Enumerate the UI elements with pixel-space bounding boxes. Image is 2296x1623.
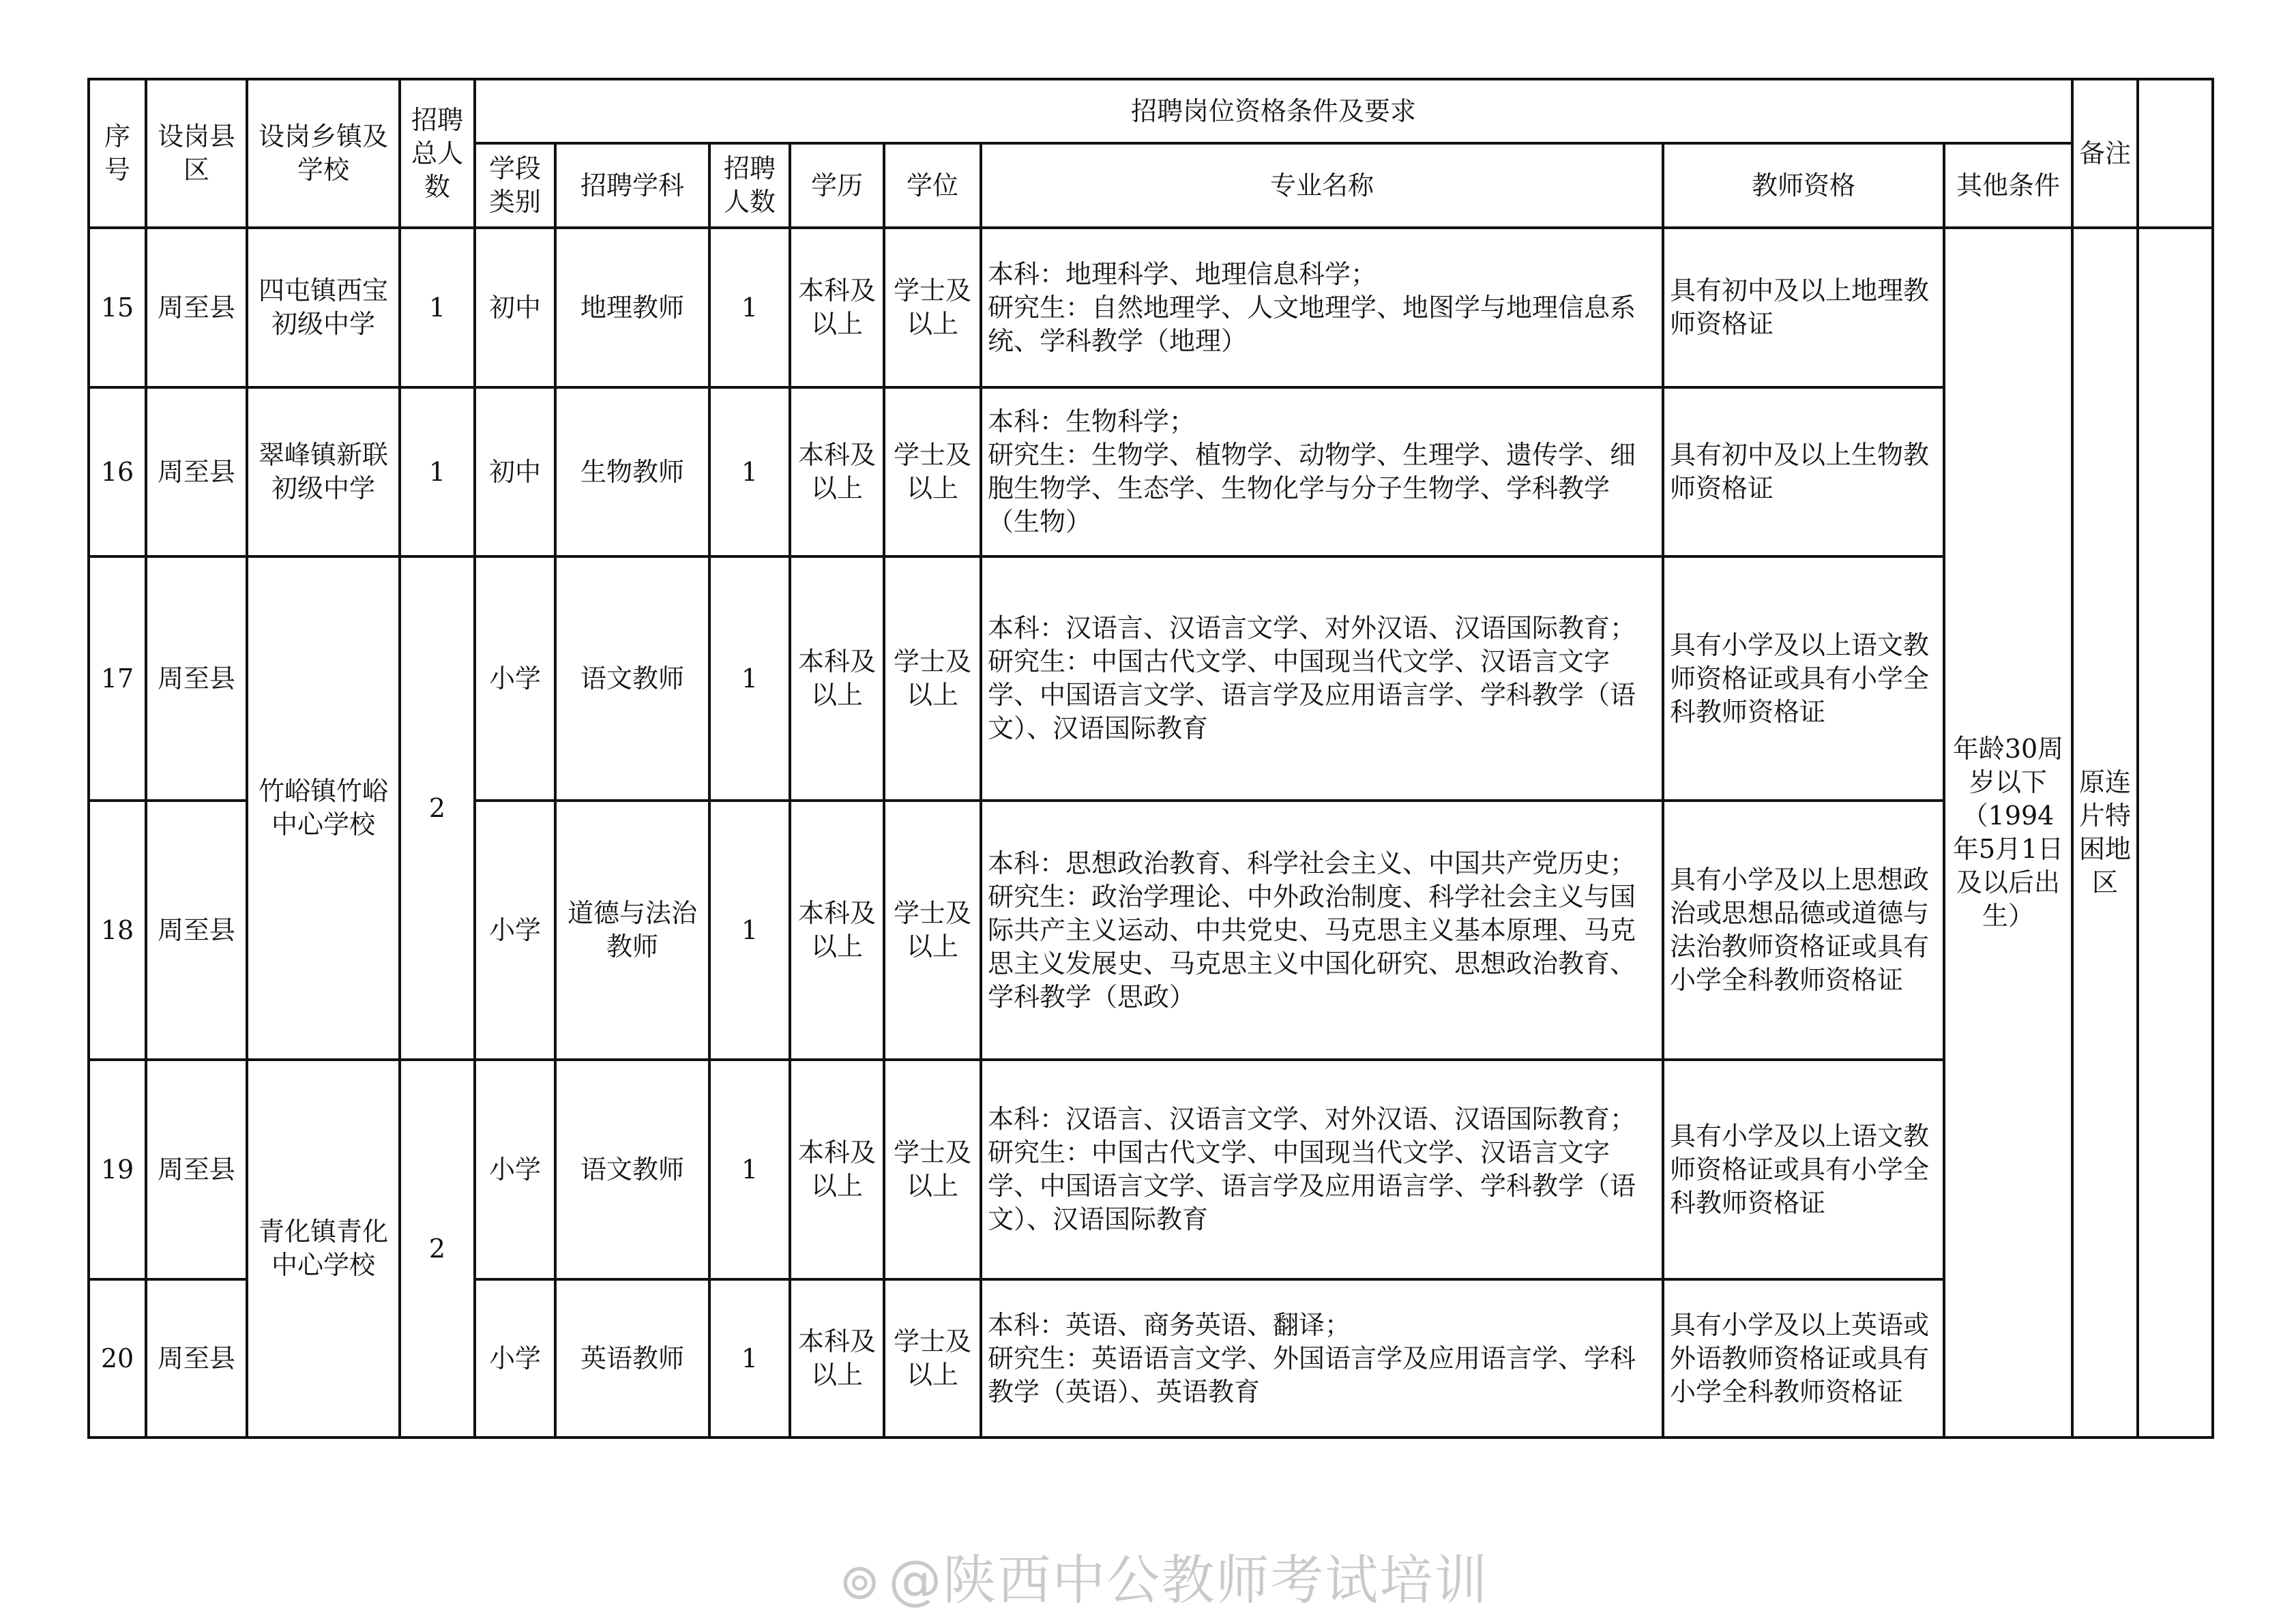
cell-degree: 学士及以上 — [884, 1060, 981, 1279]
header-remark: 备注 — [2072, 79, 2138, 228]
cell-school: 翠峰镇新联初级中学 — [247, 387, 400, 556]
cell-subject: 语文教师 — [555, 1060, 709, 1279]
cell-seq: 19 — [89, 1060, 146, 1279]
cell-county: 周至县 — [146, 556, 247, 801]
cell-subject: 地理教师 — [555, 228, 709, 387]
cell-qualification: 具有小学及以上思想政治或思想品德或道德与法治教师资格证或具有小学全科教师资格证 — [1663, 801, 1944, 1060]
cell-education: 本科及以上 — [790, 556, 884, 801]
cell-major: 本科：生物科学； 研究生：生物学、植物学、动物学、生理学、遗传学、细胞生物学、生态学、生物化学与分子生物学、学科教学（生物） — [981, 387, 1663, 556]
cell-major: 本科：思想政治教育、科学社会主义、中国共产党历史； 研究生：政治学理论、中外政治制度、科学社会主义与国际共产主义运动、中共党史、马克思主义基本原理、马克思主义发展史、马克思主义中国化研究、思想政治教育、学科教学（思政） — [981, 801, 1663, 1060]
cell-seq: 20 — [89, 1279, 146, 1438]
cell-seq: 15 — [89, 228, 146, 387]
header-subject: 招聘学科 — [555, 143, 709, 228]
cell-degree: 学士及以上 — [884, 228, 981, 387]
cell-count: 1 — [709, 387, 790, 556]
cell-remark: 原连片特困地区 — [2072, 228, 2138, 1438]
cell-seq: 17 — [89, 556, 146, 801]
cell-count: 1 — [709, 228, 790, 387]
header-requirements: 招聘岗位资格条件及要求 — [475, 79, 2072, 143]
watermark — [839, 1538, 1488, 1614]
header-total: 招聘总人数 — [400, 79, 475, 228]
cell-qualification: 具有初中及以上生物教师资格证 — [1663, 387, 1944, 556]
cell-school: 四屯镇西宝初级中学 — [247, 228, 400, 387]
cell-stage: 初中 — [475, 387, 555, 556]
cell-major: 本科：英语、商务英语、翻译； 研究生：英语语言文学、外国语言学及应用语言学、学科教学（英语）、英语教育 — [981, 1279, 1663, 1438]
cell-county: 周至县 — [146, 801, 247, 1060]
cell-subject: 生物教师 — [555, 387, 709, 556]
header-major: 专业名称 — [981, 143, 1663, 228]
cell-total: 1 — [400, 387, 475, 556]
cell-total: 2 — [400, 556, 475, 1060]
cell-major: 本科：地理科学、地理信息科学； 研究生：自然地理学、人文地理学、地图学与地理信息系统、学科教学（地理） — [981, 228, 1663, 387]
cell-qualification: 具有小学及以上语文教师资格证或具有小学全科教师资格证 — [1663, 556, 1944, 801]
cell-degree: 学士及以上 — [884, 801, 981, 1060]
weibo-icon: ⊚ — [839, 1553, 882, 1610]
cell-seq: 16 — [89, 387, 146, 556]
cell-education: 本科及以上 — [790, 1279, 884, 1438]
cell-subject: 英语教师 — [555, 1279, 709, 1438]
blank-column — [2138, 228, 2213, 1438]
cell-major: 本科：汉语言、汉语言文学、对外汉语、汉语国际教育； 研究生：中国古代文学、中国现当代文学、汉语言文字学、中国语言文学、语言学及应用语言学、学科教学（语文）、汉语国际教育 — [981, 556, 1663, 801]
cell-total: 2 — [400, 1060, 475, 1438]
cell-other-conditions: 年龄30周岁以下（1994年5月1日及以后出生） — [1944, 228, 2072, 1438]
header-count: 招聘人数 — [709, 143, 790, 228]
cell-count: 1 — [709, 1060, 790, 1279]
cell-stage: 初中 — [475, 228, 555, 387]
cell-total: 1 — [400, 228, 475, 387]
cell-stage: 小学 — [475, 1279, 555, 1438]
blank-column-header — [2138, 79, 2213, 228]
cell-county: 周至县 — [146, 387, 247, 556]
header-stage: 学段类别 — [475, 143, 555, 228]
cell-school: 竹峪镇竹峪中心学校 — [247, 556, 400, 1060]
cell-education: 本科及以上 — [790, 387, 884, 556]
cell-major: 本科：汉语言、汉语言文学、对外汉语、汉语国际教育； 研究生：中国古代文学、中国现当代文学、汉语言文字学、中国语言文学、语言学及应用语言学、学科教学（语文）、汉语国际教育 — [981, 1060, 1663, 1279]
header-seq: 序号 — [89, 79, 146, 228]
table-row — [89, 228, 2213, 387]
cell-degree: 学士及以上 — [884, 556, 981, 801]
cell-county: 周至县 — [146, 1060, 247, 1279]
header-qualification: 教师资格 — [1663, 143, 1944, 228]
cell-count: 1 — [709, 801, 790, 1060]
recruitment-table — [87, 78, 2214, 1439]
cell-county: 周至县 — [146, 1279, 247, 1438]
table-row — [89, 1060, 2213, 1279]
table-row — [89, 556, 2213, 801]
cell-stage: 小学 — [475, 801, 555, 1060]
cell-count: 1 — [709, 1279, 790, 1438]
cell-stage: 小学 — [475, 1060, 555, 1279]
header-row-1 — [89, 79, 2213, 143]
cell-qualification: 具有小学及以上英语或外语教师资格证或具有小学全科教师资格证 — [1663, 1279, 1944, 1438]
cell-degree: 学士及以上 — [884, 1279, 981, 1438]
cell-education: 本科及以上 — [790, 801, 884, 1060]
cell-qualification: 具有小学及以上语文教师资格证或具有小学全科教师资格证 — [1663, 1060, 1944, 1279]
cell-education: 本科及以上 — [790, 228, 884, 387]
cell-education: 本科及以上 — [790, 1060, 884, 1279]
cell-school: 青化镇青化中心学校 — [247, 1060, 400, 1438]
cell-count: 1 — [709, 556, 790, 801]
cell-stage: 小学 — [475, 556, 555, 801]
cell-subject: 语文教师 — [555, 556, 709, 801]
header-degree: 学位 — [884, 143, 981, 228]
header-other: 其他条件 — [1944, 143, 2072, 228]
cell-subject: 道德与法治教师 — [555, 801, 709, 1060]
cell-qualification: 具有初中及以上地理教师资格证 — [1663, 228, 1944, 387]
cell-county: 周至县 — [146, 228, 247, 387]
header-county: 设岗县区 — [146, 79, 247, 228]
watermark-text: @陕西中公教师考试培训 — [888, 1550, 1489, 1611]
cell-degree: 学士及以上 — [884, 387, 981, 556]
table-row — [89, 387, 2213, 556]
header-school: 设岗乡镇及学校 — [247, 79, 400, 228]
cell-seq: 18 — [89, 801, 146, 1060]
header-education: 学历 — [790, 143, 884, 228]
